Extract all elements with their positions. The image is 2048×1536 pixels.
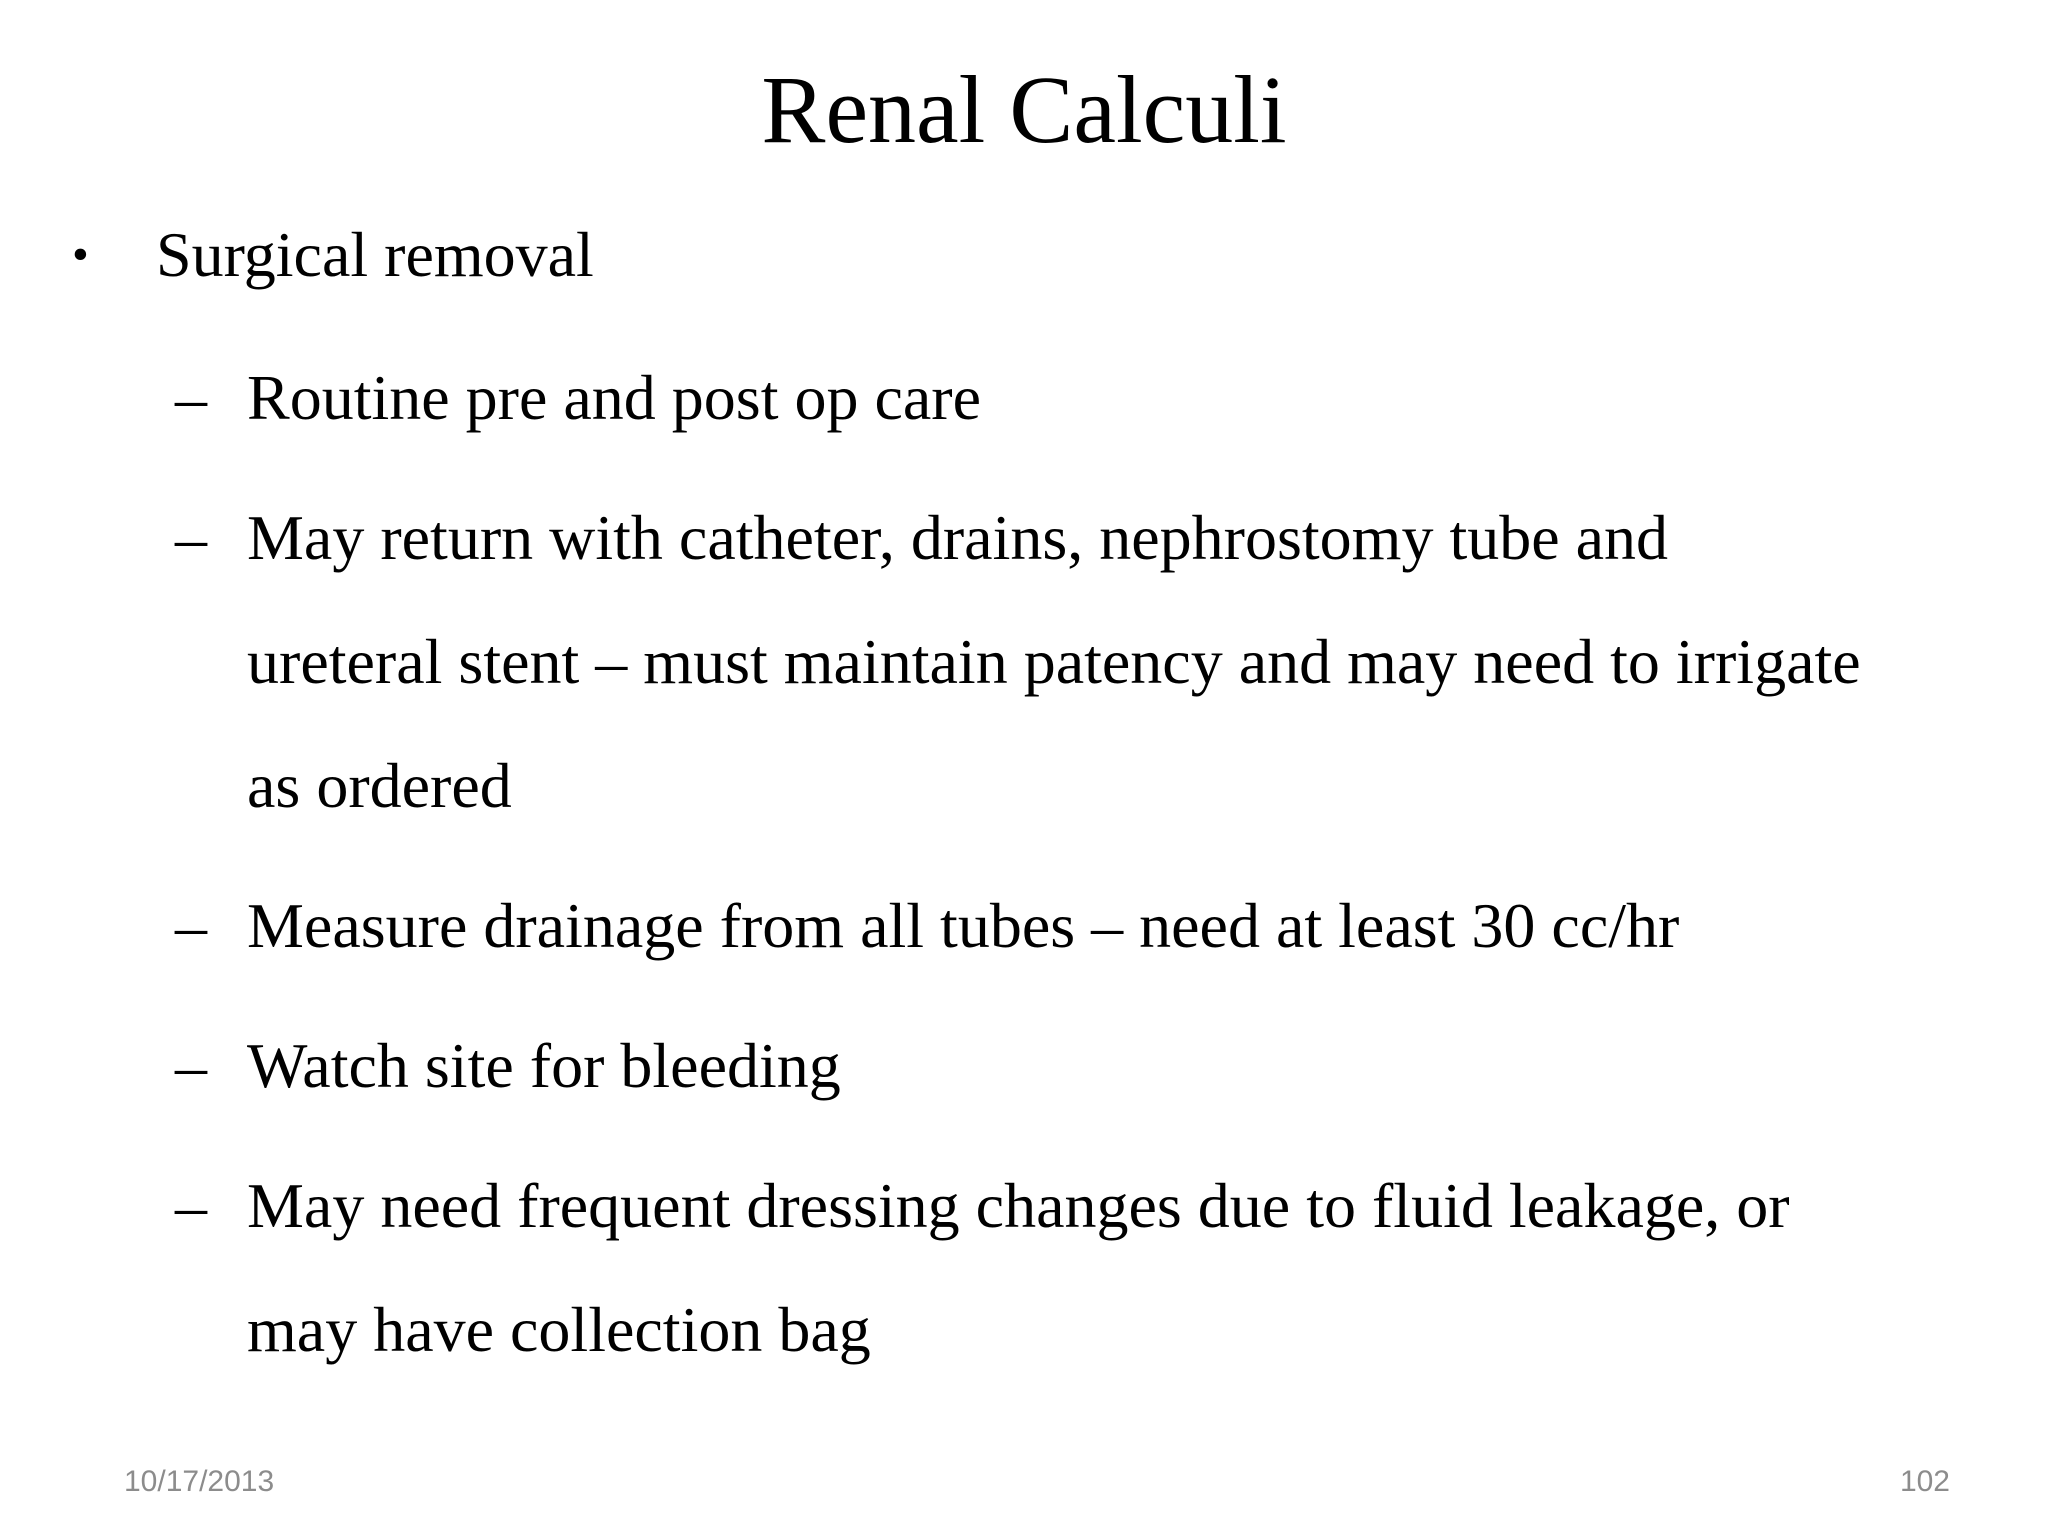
sub-bullet-marker: – <box>175 362 207 433</box>
sub-bullet-item <box>175 476 1875 848</box>
bullet-item <box>72 220 594 290</box>
slide-title: Renal Calculi <box>761 56 1287 163</box>
sub-bullet-text: May return with catheter, drains, nephrostomy tube and ureteral stent – must maintain patency and may need to irrigate as ordered <box>247 502 1861 821</box>
sub-bullet-item <box>175 336 1935 460</box>
sub-bullet-text: Measure drainage from all tubes – need at least 30 cc/hr <box>247 890 1680 961</box>
slide-number: 102 <box>1899 1465 1950 1498</box>
sub-bullet-text: Routine pre and post op care <box>247 362 981 433</box>
sub-bullet-marker: – <box>175 1030 207 1101</box>
sub-bullet-item <box>175 1144 1895 1392</box>
bullet-text: Surgical removal <box>156 219 594 290</box>
sub-bullet-text: Watch site for bleeding <box>247 1030 841 1101</box>
sub-bullet-item <box>175 864 1935 988</box>
sub-bullet-item <box>175 1004 1935 1128</box>
footer-date: 10/17/2013 <box>124 1465 275 1498</box>
sub-bullet-marker: – <box>175 502 207 573</box>
sub-bullet-marker: – <box>175 890 207 961</box>
sub-bullet-marker: – <box>175 1170 207 1241</box>
sub-bullet-text: May need frequent dressing changes due to fluid leakage, or may have collection bag <box>247 1170 1790 1365</box>
bullet-marker: • <box>72 228 89 281</box>
